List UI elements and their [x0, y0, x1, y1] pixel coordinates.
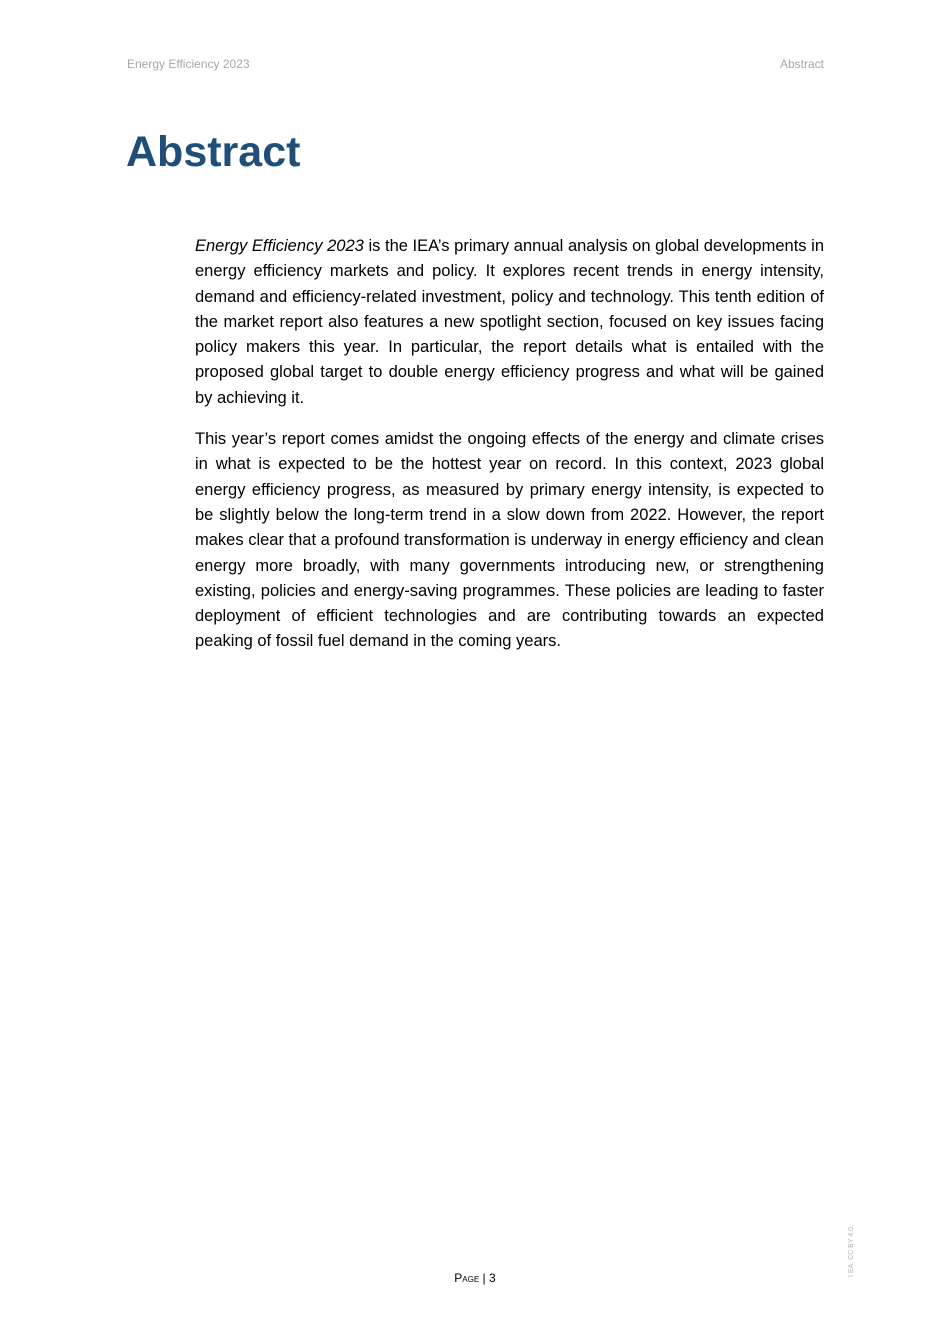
- header-report-title: Energy Efficiency 2023: [127, 57, 250, 71]
- abstract-paragraph-1: [195, 234, 824, 411]
- page-title: Abstract: [126, 128, 301, 176]
- report-name-italic: Energy Efficiency 2023: [195, 237, 364, 255]
- abstract-body: [195, 234, 824, 671]
- paragraph-1-text: is the IEA’s primary annual analysis on global developments in energy efficiency markets and policy. It explores recent trends in energy intensity, demand and efficiency-related investment, policy and technology. This tenth edition of the market report also features a new spotlight section, focused on key issues facing policy makers this year. In particular, the report details what is entailed with the proposed global target to double energy efficiency progress and what will be gained by achieving it.: [195, 237, 825, 407]
- page-footer: [0, 1271, 950, 1285]
- header-section-title: Abstract: [779, 57, 824, 71]
- abstract-paragraph-2: This year’s report comes amidst the ongoing effects of the energy and climate crises in what is expected to be the hottest year on record. In this context, 2023 global energy efficiency progress, as measured by primary energy intensity, is expected to be slightly below the long-term trend in a slow down from 2022. However, the report makes clear that a profound transformation is underway in energy efficiency and clean energy more broadly, with many governments introducing new, or strengthening existing, policies and energy-saving programmes. These policies are leading to faster deployment of efficient technologies and are contributing towards an expected peaking of fossil fuel demand in the coming years.: [195, 430, 824, 651]
- license-note: I EA. CC BY 4.0.: [848, 1224, 855, 1277]
- running-header: [127, 57, 824, 71]
- page-number: 3: [489, 1271, 496, 1285]
- page-label: Page: [454, 1271, 480, 1285]
- page-separator: |: [479, 1271, 489, 1285]
